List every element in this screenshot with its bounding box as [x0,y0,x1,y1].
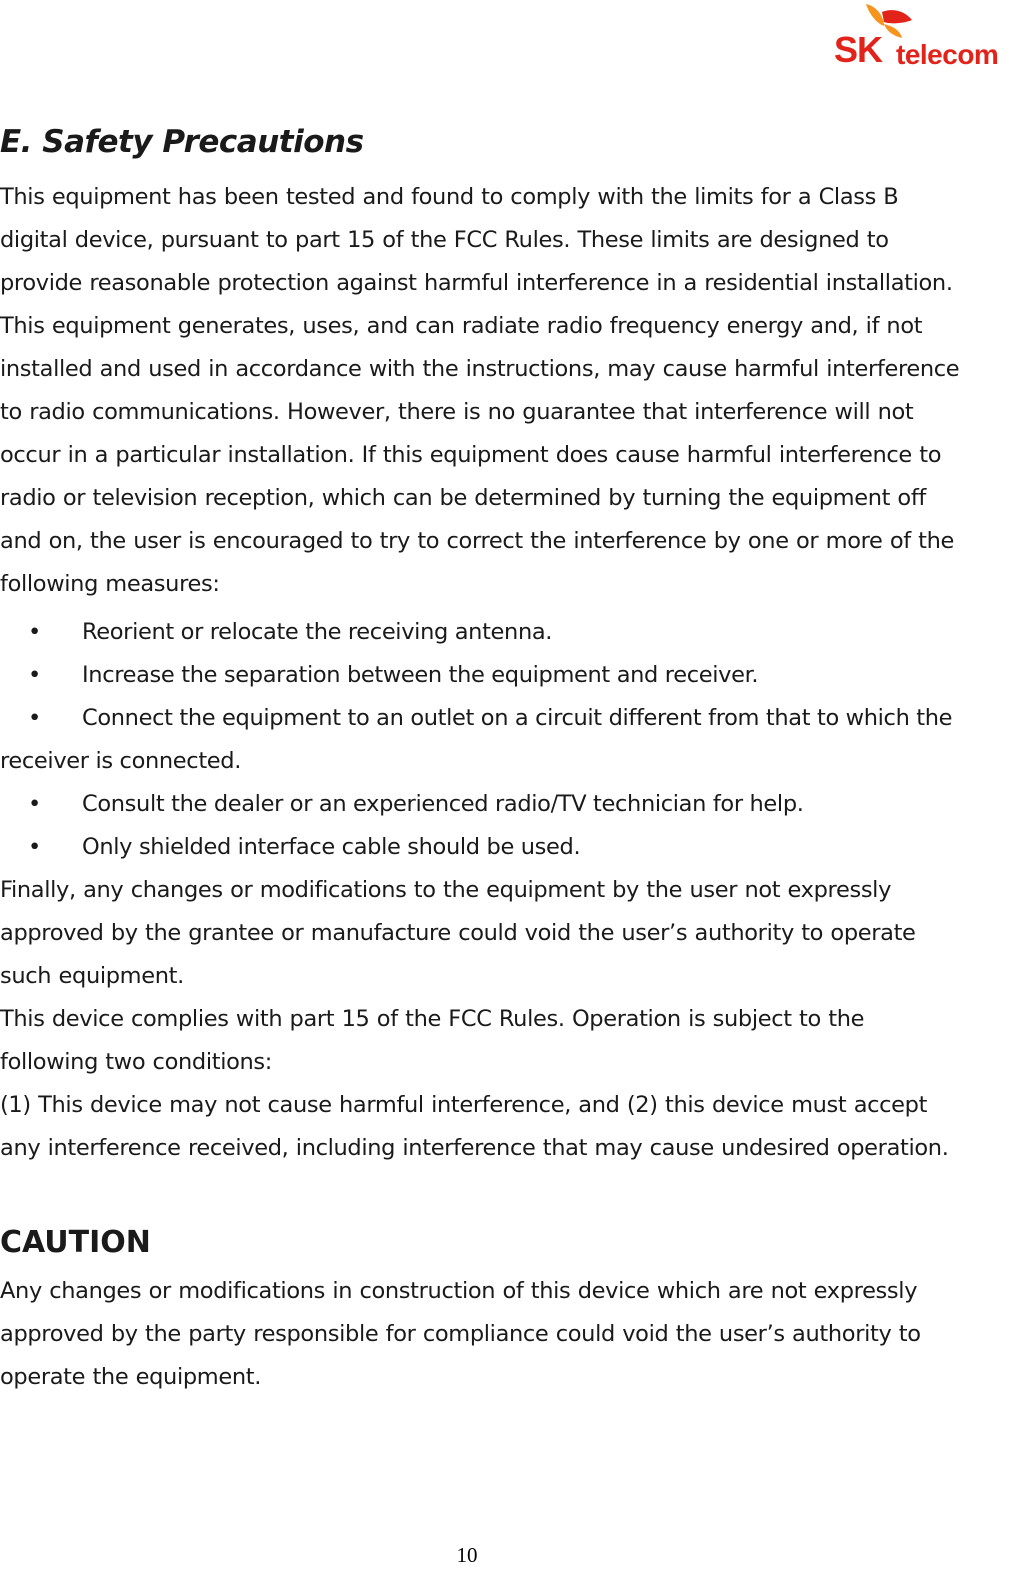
measures-list [0,611,960,869]
compliance-paragraph: This device complies with part 15 of the FCC Rules. Operation is subject to the following two conditions: [0,1006,865,1075]
logo-sk-text: SK [834,29,883,70]
bullet-icon: • [28,791,41,817]
conditions-paragraph: (1) This device may not cause harmful interference, and (2) this device must accept any interference received, including interference that may cause undesired operation. [0,1092,949,1161]
list-item [0,611,960,654]
list-item-text: Increase the separation between the equipment and receiver. [82,662,759,688]
bullet-icon: • [28,834,41,860]
caution-title: CAUTION [0,1225,151,1260]
list-item [0,697,960,783]
bullet-icon: • [28,619,41,645]
list-item-text: Connect the equipment to an outlet on a circuit different from that to which the receiver is connected. [0,705,953,774]
caution-paragraph: Any changes or modifications in construction of this device which are not expressly approved by the party responsible for compliance could void the user’s authority to operate the equipment. [0,1278,921,1390]
intro-paragraph: This equipment has been tested and found to comply with the limits for a Class B digital device, pursuant to part 15 of the FCC Rules. These limits are designed to provide reasonable protection against harmful interference in a residential installation. This equipment generates, uses, and can radiate radio frequency energy and, if not installed and used in accordance with the instructions, may cause harmful interference to radio communications. However, there is no guarantee that interference will not occur in a particular installation. If this equipment does cause harmful interference to radio or television reception, which can be determined by turning the equipment off and on, the user is encouraged to try to correct the interference by one or more of the following measures: [0,184,960,597]
list-item-text: Only shielded interface cable should be used. [82,834,581,860]
logo-telecom-text: telecom [896,39,999,70]
document-body [0,118,960,1399]
page-number: 10 [456,1543,478,1567]
list-item-text: Consult the dealer or an experienced radio/TV technician for help. [82,791,804,817]
list-item [0,783,960,826]
bullet-icon: • [28,662,41,688]
section-title: E. Safety Precautions [0,124,364,160]
list-item [0,826,960,869]
list-item [0,654,960,697]
modifications-paragraph: Finally, any changes or modifications to the equipment by the user not expressly approved by the grantee or manufacture could void the user’s authority to operate such equipment. [0,877,916,989]
list-item-text: Reorient or relocate the receiving antenna. [82,619,553,645]
sk-telecom-logo [832,2,1008,72]
bullet-icon: • [28,705,41,731]
